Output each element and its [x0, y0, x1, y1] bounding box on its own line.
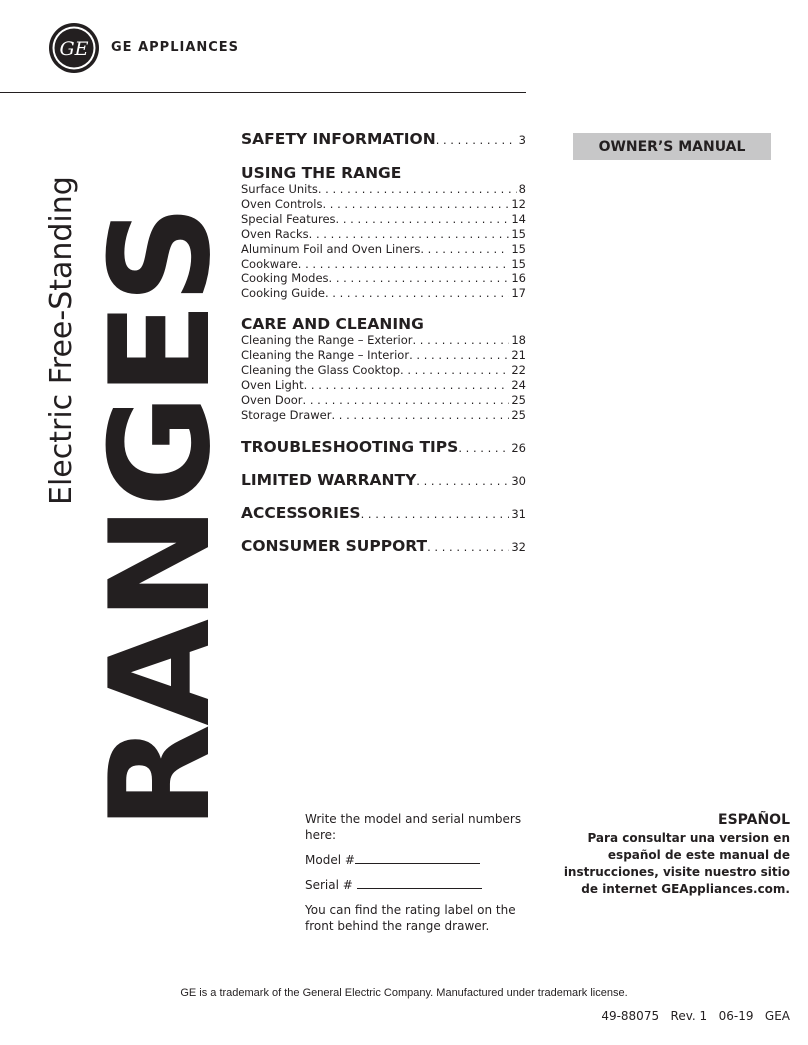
toc-entry-troubleshooting[interactable]: TROUBLESHOOTING TIPS . . . 26 [241, 438, 526, 457]
document-number: 49-88075 Rev. 1 06-19 GEA [601, 1009, 790, 1023]
toc-section-using[interactable]: USING THE RANGE [241, 164, 402, 182]
model-number-line [355, 854, 480, 864]
product-title: RANGES [80, 206, 241, 830]
table-of-contents [241, 130, 526, 556]
toc-entry-care[interactable]: Cleaning the Range – Interior . . . 21 [241, 348, 526, 363]
logo-text: GE [59, 38, 89, 60]
toc-entry-accessories[interactable]: ACCESSORIES . . . 31 [241, 504, 526, 523]
toc-entry-using[interactable]: Cookware . . . 15 [241, 257, 526, 272]
toc-entry-care[interactable]: Oven Door . . . 25 [241, 393, 526, 408]
toc-entry-using[interactable]: Aluminum Foil and Oven Liners . . . 15 [241, 242, 526, 257]
toc-entry-care[interactable]: Oven Light . . . 24 [241, 378, 526, 393]
toc-entry-care[interactable]: Cleaning the Glass Cooktop . . . 22 [241, 363, 526, 378]
toc-entry-safety[interactable]: SAFETY INFORMATION . . . 3 [241, 130, 526, 149]
toc-entry-support[interactable]: CONSUMER SUPPORT . . . 32 [241, 537, 526, 556]
serial-label: Serial # [305, 878, 353, 892]
toc-entry-care[interactable]: Storage Drawer . . . 25 [241, 408, 526, 423]
toc-care-list [241, 333, 526, 422]
toc-entry-using[interactable]: Special Features . . . 14 [241, 212, 526, 227]
toc-using-list [241, 182, 526, 301]
spanish-body: Para consultar una version en español de este manual de instrucciones, visite nuestro sitio de internet GEAppliances.com. [563, 831, 790, 896]
trademark-notice: GE is a trademark of the General Electric Company. Manufactured under trademark license. [180, 987, 628, 999]
brand-name: GE APPLIANCES [111, 40, 240, 55]
header-rule [0, 92, 526, 93]
record-intro: Write the model and serial numbers here: [305, 812, 522, 842]
model-serial-record [305, 811, 530, 943]
toc-entry-warranty[interactable]: LIMITED WARRANTY . . . 30 [241, 471, 526, 490]
toc-entry-using[interactable]: Oven Controls . . . 12 [241, 197, 526, 212]
spanish-title: ESPAÑOL [718, 812, 790, 828]
toc-section-care[interactable]: CARE AND CLEANING [241, 315, 424, 334]
toc-entry-using[interactable]: Surface Units . . . 8 [241, 182, 526, 197]
ge-logo [48, 22, 100, 74]
owners-manual-badge: OWNER’S MANUAL [573, 133, 771, 160]
rating-label-note: You can find the rating label on the front behind the range drawer. [305, 903, 516, 933]
serial-number-line [357, 879, 482, 889]
product-subtitle: Electric Free-Standing [44, 176, 79, 505]
spanish-notice [550, 811, 790, 898]
toc-entry-using[interactable]: Cooking Modes . . . 16 [241, 271, 526, 286]
toc-entry-using[interactable]: Cooking Guide . . . 17 [241, 286, 526, 301]
toc-entry-care[interactable]: Cleaning the Range – Exterior . . . 18 [241, 333, 526, 348]
toc-entry-using[interactable]: Oven Racks . . . 15 [241, 227, 526, 242]
model-label: Model # [305, 853, 355, 867]
